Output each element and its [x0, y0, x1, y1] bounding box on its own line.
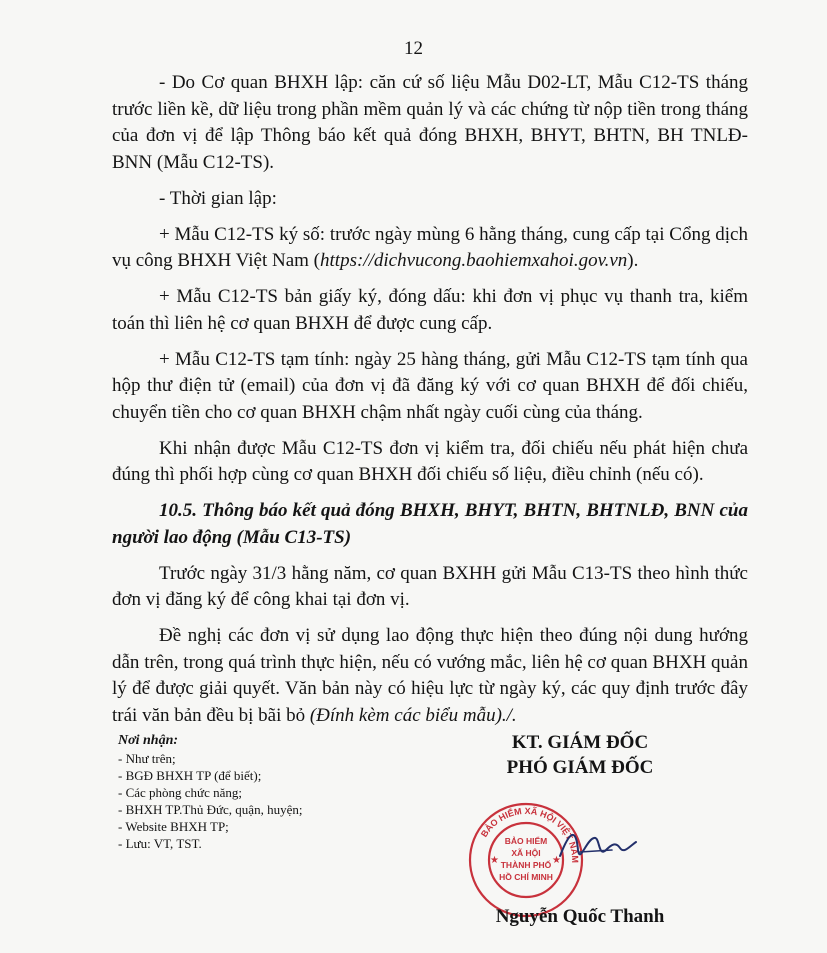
- paragraph-c12-digital-text: + Mẫu C12-TS ký số: trước ngày mùng 6 hằng tháng, cung cấp tại Cổng dịch vụ công BHXH Việt Nam (: [112, 223, 748, 271]
- svg-text:BẢO HIỂM: BẢO HIỂM: [504, 836, 548, 846]
- paragraph-closing: [112, 623, 748, 729]
- recipients-block: [118, 732, 418, 852]
- svg-text:XÃ HỘI: XÃ HỘI: [511, 848, 541, 858]
- signature-title-line2: PHÓ GIÁM ĐỐC: [506, 757, 654, 778]
- svg-text:BẢO HIỂM XÃ HỘI VIỆT NAM: BẢO HIỂM XÃ HỘI VIỆT NAM: [478, 805, 581, 864]
- page-number: 12: [404, 38, 423, 59]
- svg-text:★: ★: [552, 855, 561, 866]
- recipient-item: - BHXH TP.Thủ Đức, quận, huyện;: [118, 802, 303, 817]
- signature-title-line1: KT. GIÁM ĐỐC: [511, 732, 649, 753]
- svg-text:HỒ CHÍ MINH: HỒ CHÍ MINH: [499, 872, 553, 882]
- paragraph-c12-verify: Khi nhận được Mẫu C12-TS đơn vị kiểm tra, đối chiếu nếu phát hiện chưa đúng thì phối hợp cùng cơ quan BHXH đối chiếu số liệu, điều chỉnh (nếu có).: [112, 437, 748, 485]
- paragraph-c13-deadline: Trước ngày 31/3 hằng năm, cơ quan BXHH gửi Mẫu C13-TS theo hình thức đơn vị đăng ký để công khai tại đơn vị.: [112, 562, 748, 610]
- recipients-title: Nơi nhận:: [118, 733, 179, 748]
- paragraph-c12-provisional: + Mẫu C12-TS tạm tính: ngày 25 hàng tháng, gửi Mẫu C12-TS tạm tính qua hộp thư điện tử (email) của đơn vị đã đăng ký với cơ quan BHXH để đối chiếu, chuyển tiền cho cơ quan BHXH chậm nhất ngày cuối cùng của tháng.: [112, 348, 748, 423]
- paragraph-closing-text: Đề nghị các đơn vị sử dụng lao động thực hiện theo đúng nội dung hướng dẫn trên, trong quá trình thực hiện, nếu có vướng mắc, liên hệ cơ quan BHXH quản lý để được giải quyết. Văn bản này có hiệu lực từ ngày ký, các quy định trước đây trái văn bản đều bị bãi bỏ: [112, 625, 748, 726]
- attachment-note: (Đính kèm các biểu mẫu)./.: [309, 704, 517, 726]
- paragraph-preparation-time: - Thời gian lập:: [159, 187, 277, 209]
- recipient-item: - BGĐ BHXH TP (để biết);: [118, 768, 262, 783]
- paragraph-c12-digital-end: ).: [627, 250, 639, 271]
- document-body: [112, 70, 748, 739]
- paragraph-c12-digital: [112, 222, 748, 275]
- paragraph-c12-paper: + Mẫu C12-TS bản giấy ký, đóng dấu: khi đơn vị phục vụ thanh tra, kiểm toán thì liên hệ cơ quan BHXH để được cung cấp.: [112, 286, 748, 334]
- svg-text:★: ★: [490, 855, 499, 866]
- section-heading-10-5: 10.5. Thông báo kết quả đóng BHXH, BHYT, BHTN, BHTNLĐ, BNN của người lao động (Mẫu C13-TS): [112, 500, 748, 548]
- signature-title-block: [430, 730, 730, 780]
- portal-url-link: https://dichvucong.baohiemxahoi.gov.vn: [320, 250, 628, 271]
- svg-text:THÀNH PHỐ: THÀNH PHỐ: [500, 860, 552, 870]
- recipient-item: - Các phòng chức năng;: [118, 785, 243, 800]
- signer-name: Nguyễn Quốc Thanh: [495, 906, 665, 927]
- recipient-item: - Lưu: VT, TST.: [118, 836, 202, 851]
- recipient-item: - Website BHXH TP;: [118, 819, 229, 834]
- handwritten-signature: [550, 820, 640, 870]
- recipient-item: - Như trên;: [118, 751, 176, 766]
- paragraph-c12-prepared-by: - Do Cơ quan BHXH lập: căn cứ số liệu Mẫu D02-LT, Mẫu C12-TS tháng trước liền kề, dữ liệu trong phần mềm quản lý và các chứng từ nộp tiền trong tháng của đơn vị để lập Thông báo kết quả đóng BHXH, BHYT, BHTN, BH TNLĐ-BNN (Mẫu C12-TS).: [112, 72, 748, 173]
